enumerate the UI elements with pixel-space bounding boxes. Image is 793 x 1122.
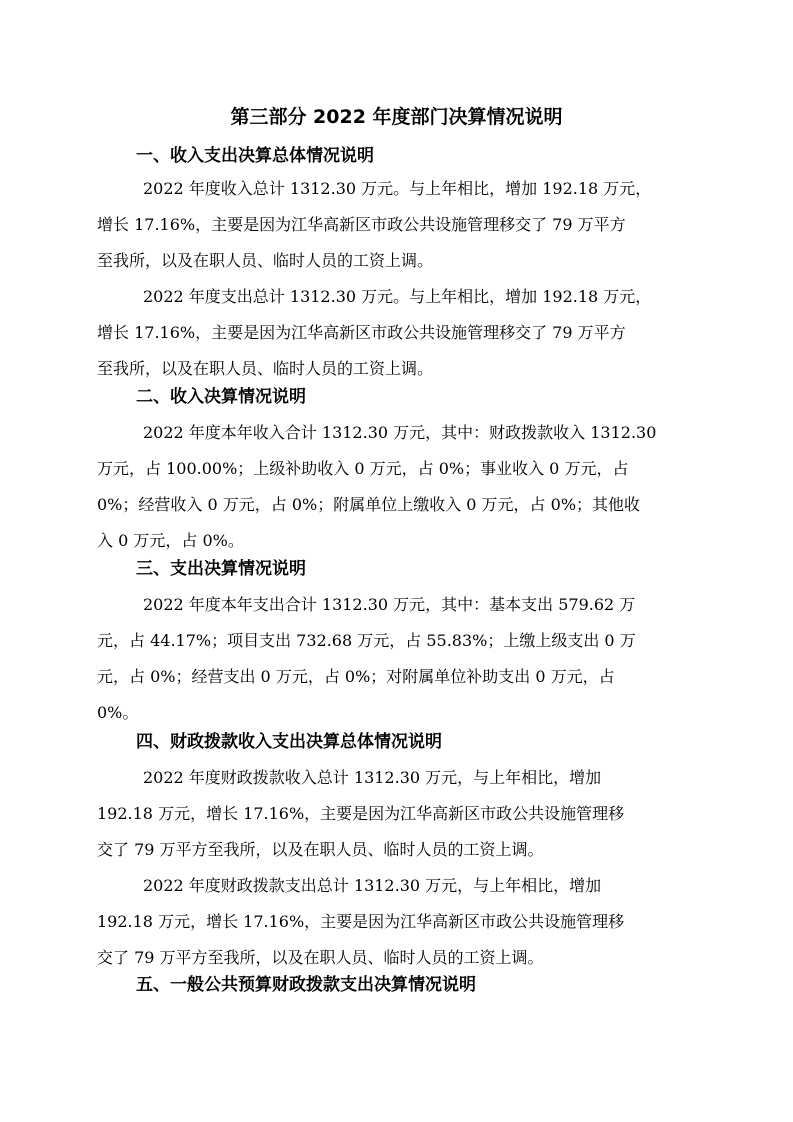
paragraph-line: 192.18 万元，增长 17.16%，主要是因为江华高新区市政公共设施管理移 xyxy=(97,804,625,823)
section-heading-2: 二、收入决算情况说明 xyxy=(136,387,306,407)
page-title: 第三部分 2022 年度部门决算情况说明 xyxy=(230,106,563,128)
paragraph-line: 交了 79 万平方至我所，以及在职人员、临时人员的工资上调。 xyxy=(97,948,544,967)
paragraph-line: 2022 年度本年收入合计 1312.30 万元，其中：财政拨款收入 1312.30 xyxy=(143,423,657,442)
section-heading-4: 四、财政拨款收入支出决算总体情况说明 xyxy=(136,732,442,752)
paragraph-line: 增长 17.16%，主要是因为江华高新区市政公共设施管理移交了 79 万平方 xyxy=(97,323,626,342)
section-heading-3: 三、支出决算情况说明 xyxy=(136,559,306,579)
paragraph-line: 入 0 万元，占 0%。 xyxy=(97,531,244,550)
paragraph-line: 2022 年度收入总计 1312.30 万元。与上年相比，增加 192.18 万元， xyxy=(143,179,652,198)
paragraph-line: 192.18 万元，增长 17.16%，主要是因为江华高新区市政公共设施管理移 xyxy=(97,912,625,931)
paragraph-line: 元，占 0%；经营支出 0 万元，占 0%；对附属单位补助支出 0 万元，占 xyxy=(97,667,615,686)
paragraph-line: 2022 年度财政拨款收入总计 1312.30 万元，与上年相比，增加 xyxy=(143,768,602,787)
paragraph-line: 万元，占 100.00%；上级补助收入 0 万元，占 0%；事业收入 0 万元，占 xyxy=(97,459,629,478)
paragraph-line: 至我所，以及在职人员、临时人员的工资上调。 xyxy=(97,359,434,378)
paragraph-line: 2022 年度财政拨款支出总计 1312.30 万元，与上年相比，增加 xyxy=(143,876,602,895)
paragraph-line: 增长 17.16%，主要是因为江华高新区市政公共设施管理移交了 79 万平方 xyxy=(97,215,626,234)
paragraph-line: 至我所，以及在职人员、临时人员的工资上调。 xyxy=(97,251,434,270)
paragraph-line: 0%；经营收入 0 万元，占 0%；附属单位上缴收入 0 万元，占 0%；其他收 xyxy=(97,495,641,514)
section-heading-5: 五、一般公共预算财政拨款支出决算情况说明 xyxy=(136,975,476,995)
paragraph-line: 交了 79 万平方至我所，以及在职人员、临时人员的工资上调。 xyxy=(97,840,544,859)
paragraph-line: 2022 年度支出总计 1312.30 万元。与上年相比，增加 192.18 万元， xyxy=(143,287,652,306)
section-heading-1: 一、收入支出决算总体情况说明 xyxy=(136,146,374,166)
paragraph-line: 0%。 xyxy=(97,703,139,722)
paragraph-line: 元，占 44.17%；项目支出 732.68 万元，占 55.83%；上缴上级支出 0 万 xyxy=(97,631,636,650)
paragraph-line: 2022 年度本年支出合计 1312.30 万元，其中：基本支出 579.62 万 xyxy=(143,595,636,614)
